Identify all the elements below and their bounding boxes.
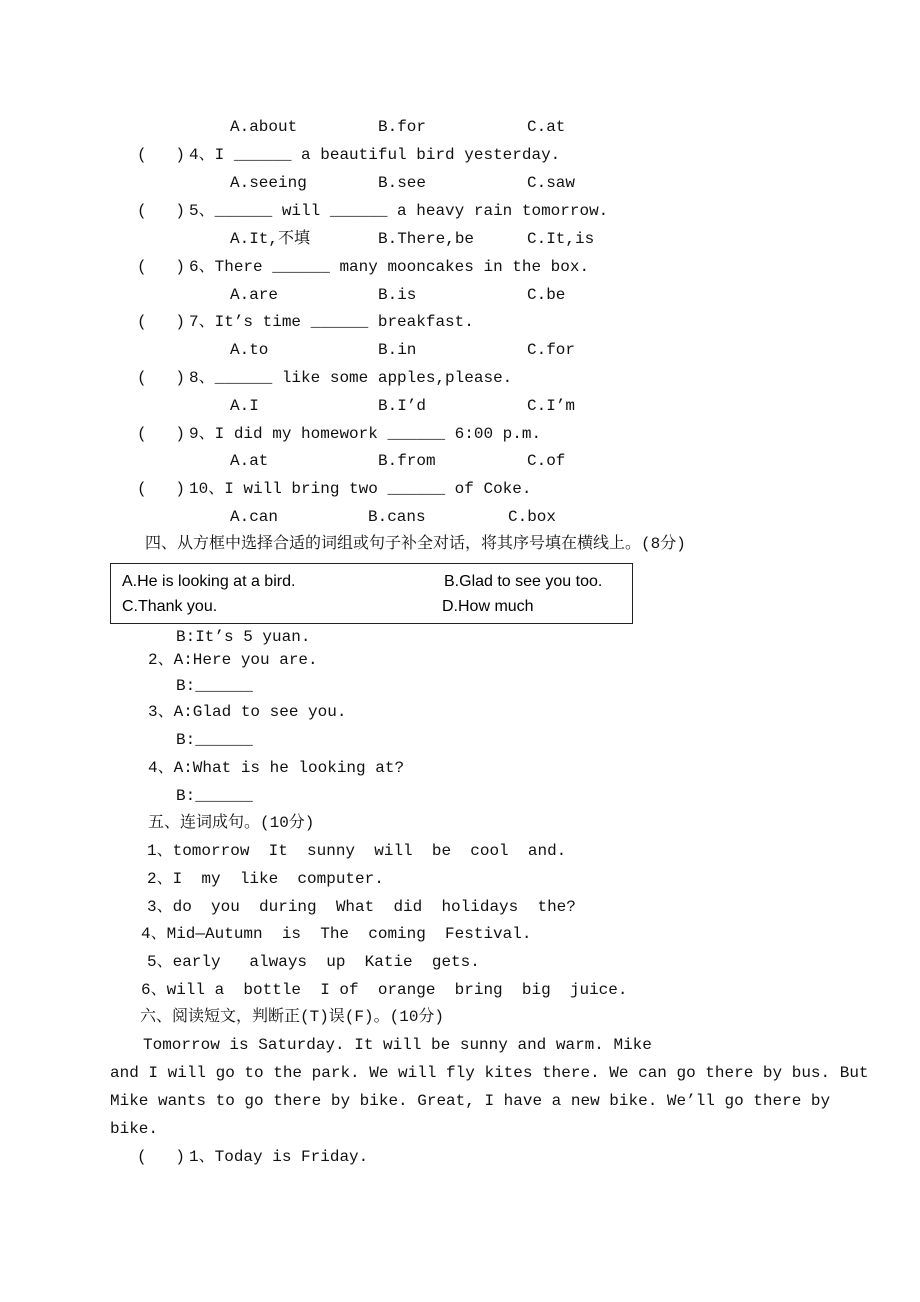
question-8: 8、______ like some apples,please.	[189, 369, 513, 387]
word-box	[110, 563, 633, 624]
option-c: C.for	[527, 341, 576, 359]
option-a: A.seeing	[230, 174, 307, 192]
question-row	[137, 368, 512, 388]
passage-line: bike.	[110, 1120, 159, 1138]
option-c: C.box	[508, 508, 557, 526]
section-4-heading: 四、从方框中选择合适的词组或句子补全对话，将其序号填在横线上。(8分)	[145, 535, 686, 553]
option-b: B.is	[378, 286, 417, 304]
option-b: B.see	[378, 174, 427, 192]
question-7: 7、It’s time ______ breakfast.	[189, 313, 474, 331]
question-row	[137, 312, 474, 332]
section-5-heading: 五、连词成句。(10分)	[148, 814, 315, 832]
answer-paren[interactable]: ( )	[137, 480, 186, 498]
sentence-item: 2、I my like computer.	[147, 870, 384, 888]
question-10: 10、I will bring two ______ of Coke.	[189, 480, 532, 498]
box-option-d: D.How much	[442, 598, 534, 615]
question-4: 4、I ______ a beautiful bird yesterday.	[189, 146, 561, 164]
judge-question-1: 1、Today is Friday.	[189, 1148, 369, 1166]
sentence-item: 3、do you during What did holidays the?	[147, 898, 576, 916]
question-row	[137, 1147, 368, 1167]
option-b: B.for	[378, 118, 427, 136]
box-option-b: B.Glad to see you too.	[444, 573, 603, 590]
option-c: C.of	[527, 452, 566, 470]
answer-paren[interactable]: ( )	[137, 425, 186, 443]
option-a: A.It,不填	[230, 230, 311, 248]
dialogue-blank: B:______	[176, 731, 253, 749]
option-a: A.at	[230, 452, 269, 470]
option-b: B.cans	[368, 508, 426, 526]
answer-paren[interactable]: ( )	[137, 313, 186, 331]
dialogue-line: 3、A:Glad to see you.	[148, 703, 347, 721]
answer-paren[interactable]: ( )	[137, 258, 186, 276]
sentence-item: 4、Mid—Autumn is The coming Festival.	[141, 925, 532, 943]
answer-paren[interactable]: ( )	[137, 369, 186, 387]
section-6-heading: 六、阅读短文，判断正(T)误(F)。(10分)	[140, 1008, 445, 1026]
box-option-a: A.He is looking at a bird.	[122, 573, 296, 590]
question-row	[137, 424, 541, 444]
question-row	[137, 145, 560, 165]
option-b: B.I’d	[378, 397, 427, 415]
dialogue-blank: B:______	[176, 787, 253, 805]
option-a: A.about	[230, 118, 298, 136]
option-a: A.I	[230, 397, 259, 415]
option-c: C.It,is	[527, 230, 595, 248]
question-row	[137, 201, 608, 221]
option-b: B.in	[378, 341, 417, 359]
dialogue-line: 4、A:What is he looking at?	[148, 759, 405, 777]
passage-line: Mike wants to go there by bike. Great, I have a new bike. We’ll go there by	[110, 1092, 831, 1110]
option-c: C.I’m	[527, 397, 576, 415]
option-b: B.from	[378, 452, 436, 470]
sentence-item: 6、will a bottle I of orange bring big juice.	[141, 981, 628, 999]
question-row	[137, 479, 531, 499]
option-a: A.to	[230, 341, 269, 359]
question-5: 5、______ will ______ a heavy rain tomorrow.	[189, 202, 609, 220]
option-b: B.There,be	[378, 230, 475, 248]
option-c: C.be	[527, 286, 566, 304]
sentence-item: 1、tomorrow It sunny will be cool and.	[147, 842, 567, 860]
passage-line: and I will go to the park. We will fly kites there. We can go there by bus. But	[110, 1064, 869, 1082]
dialogue-line: B:It’s 5 yuan.	[176, 628, 311, 646]
option-a: A.can	[230, 508, 279, 526]
answer-paren[interactable]: ( )	[137, 1148, 186, 1166]
question-9: 9、I did my homework ______ 6:00 p.m.	[189, 425, 542, 443]
question-6: 6、There ______ many mooncakes in the box.	[189, 258, 590, 276]
option-c: C.saw	[527, 174, 576, 192]
option-c: C.at	[527, 118, 566, 136]
option-a: A.are	[230, 286, 279, 304]
box-option-c: C.Thank you.	[122, 598, 218, 615]
passage-line: Tomorrow is Saturday. It will be sunny and warm. Mike	[143, 1036, 652, 1054]
answer-paren[interactable]: ( )	[137, 202, 186, 220]
dialogue-blank: B:______	[176, 677, 253, 695]
answer-paren[interactable]: ( )	[137, 146, 186, 164]
sentence-item: 5、early always up Katie gets.	[147, 953, 480, 971]
question-row	[137, 257, 589, 277]
dialogue-line: 2、A:Here you are.	[148, 651, 318, 669]
